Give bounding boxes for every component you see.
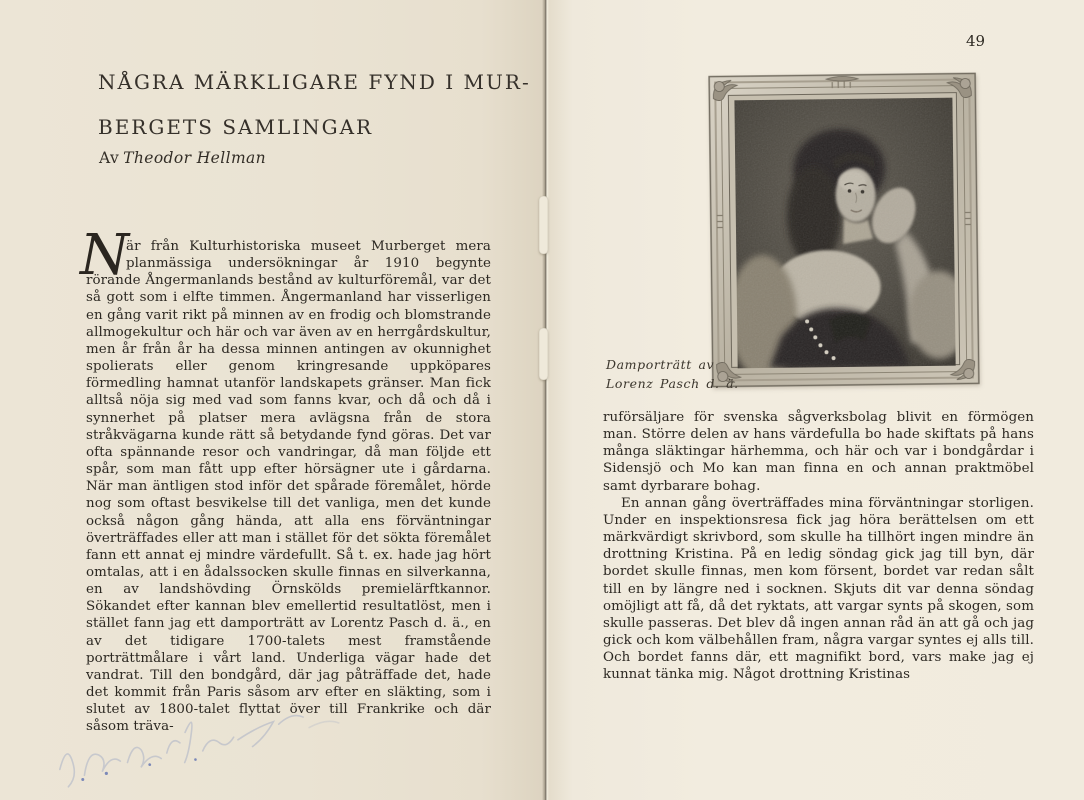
- right-paragraph-2: En annan gång överträffades mina förväntningar storligen. Under en inspektionsresa fick jag höra berättelsen om ett märkvärdigt skrivbord, som skulle ha tillhört ingen mindre än drottning Kristina. På en ledig söndag gick jag till byn, där bordet skulle finnas, men kom försent, bordet var redan sålt till en by längre ned i socknen. Skjuts dit var denna söndag omöjligt att få, då det ryktats, att vargar synts på skogen, som skulle passeras. Det blev då ingen annan råd än att gå och jag gick och kom välbehållen fram, några vargar syntes ej alls till. Och bordet fanns där, ett magnifikt bord, vars make jag ej kunnat tänka mig. Något drottning Kristinas: [603, 495, 1034, 683]
- left-body-text: [80, 223, 491, 736]
- portrait-frame-art: [708, 72, 980, 387]
- author-name: Theodor Hellman: [123, 149, 267, 167]
- caption-line-1: Damporträtt av: [606, 357, 715, 372]
- right-paragraph-1: ruförsäljare för svenska sågverksbolag blivit en förmögen man. Större delen av hans värdefulla bo hade skiftats på hans många släktingar härhemma, och här och var i bondgårdar i Sidensjö och Mo kan man finna en och annan praktmöbel samt dyrbarare bohag.: [603, 410, 1034, 494]
- right-page: [546, 0, 1084, 800]
- staple: [539, 196, 548, 254]
- title-line-2: BERGETS SAMLINGAR: [98, 115, 374, 139]
- drop-cap: N: [80, 223, 130, 288]
- title-line-1: NÅGRA MÄRKLIGARE FYND I MUR-: [98, 70, 531, 94]
- byline: [99, 149, 266, 167]
- binding-crease: [542, 0, 549, 800]
- staple: [539, 328, 548, 380]
- byline-prefix: Av: [99, 149, 120, 167]
- portrait-caption: [606, 356, 739, 393]
- portrait-photo: [708, 72, 980, 387]
- article-title: [98, 60, 531, 150]
- page-number: 49: [966, 32, 986, 50]
- left-body-paragraph: är från Kulturhistoriska museet Murberget mera planmässiga undersökningar år 1910 begynte rörande Ångermanlands bestånd av kulturföremål, var det så gott som i elfte timmen. Ångermanland har visserligen en gång varit rikt på minnen av en frodig och blomstrande allmogekultur och här och var även av en herrgårdskultur, men år från år ha dessa minnen antingen av okunnighet spolierats eller genom kringresande uppköpares förmedling hamnat utanför landskapets gränser. Man fick alltså nöja sig med vad som fanns kvar, och då och då i synnerhet på platser mera avlägsna från de stora stråkvägarna kunde rätt så betydande fynd göras. Det var ofta spännande resor och vandringar, då man följde ett spår, som man fått upp efter hörsägner ute i gårdarna. När man äntligen stod inför det spårade föremålet, hörde nog som oftast besvikelse till det vanliga, men det kunde också någon gång hända, att alla ens förväntningar överträffades eller att man i stället för det sökta föremålet fann ett annat ej mindre värdefullt. Så t. ex. hade jag hört omtalas, att i en ådalssocken skulle finnas en silverkanna, en av landshövding Örnskölds premielärftkannor. Sökandet efter kannan blev emellertid resultatlöst, men i stället fann jag ett damporträtt av Lorentz Pasch d. ä., en av det tidigare 1700-talets mest framstående porträttmålare i vårt land. Underliga vägar hade det vandrat. Till den bondgård, där jag påträffade det, hade det kommit från Paris såsom arv efter en släkting, som i slutet av 1800-talet flyttat över till Frankrike och där såsom träva-: [86, 239, 491, 735]
- caption-line-2: Lorenz Pasch d. ä.: [606, 375, 739, 391]
- right-body-text: [603, 409, 1034, 684]
